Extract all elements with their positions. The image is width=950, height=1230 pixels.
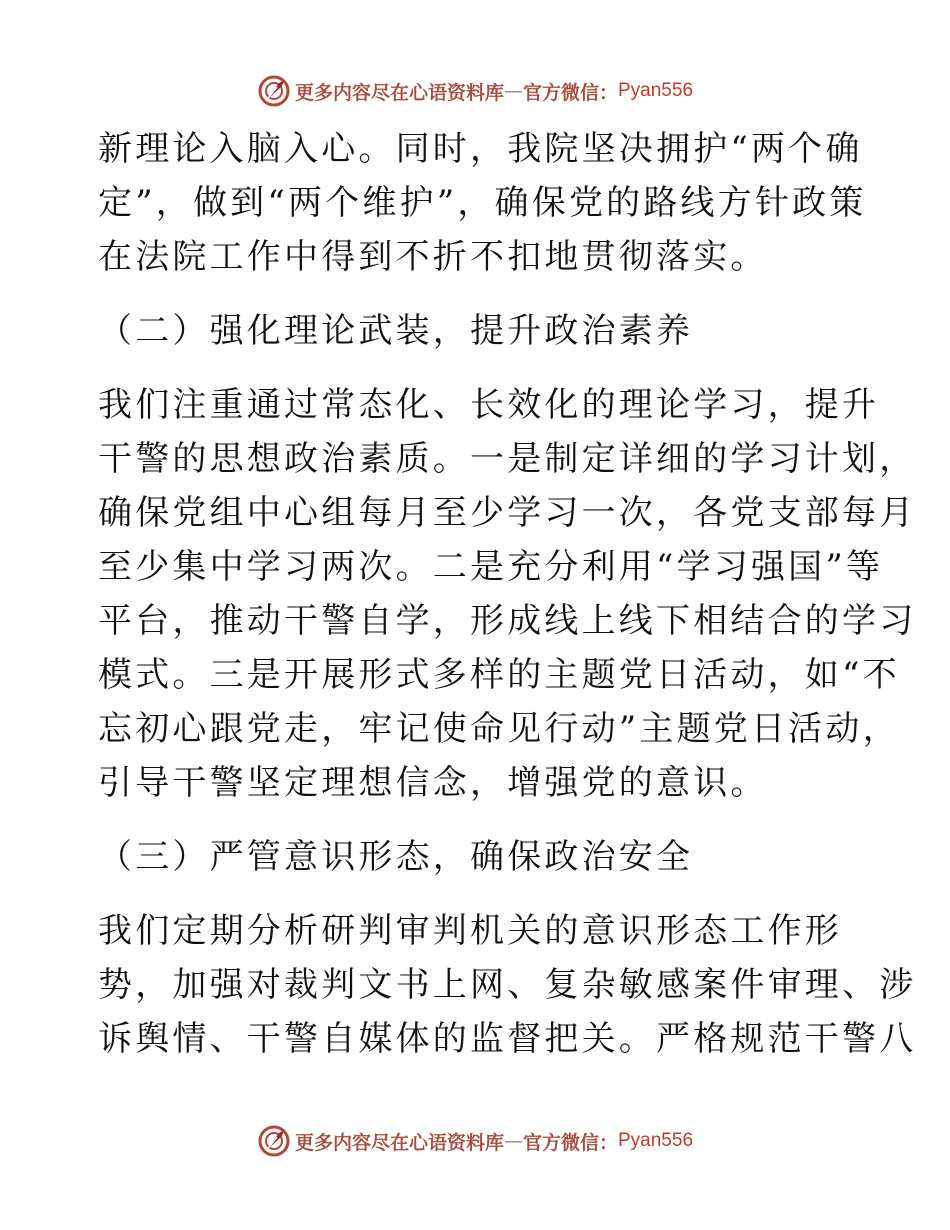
header-watermark: [0, 71, 950, 111]
text-line: 我们定期分析研判审判机关的意识形态工作形: [98, 911, 842, 951]
text-line: 诉舆情、干警自媒体的监督把关。严格规范干警八: [98, 1019, 917, 1059]
paragraph-ideology: [98, 904, 917, 1066]
watermark-wechat-label: 官方微信：: [522, 1131, 618, 1154]
text-line: 势，加强对裁判文书上网、复杂敏感案件审理、涉: [98, 965, 917, 1005]
watermark-wechat-id: Pyan556: [618, 1130, 694, 1151]
watermark-text: 更多内容尽在心语资料库: [294, 81, 504, 104]
heading-line: （三）严管意识形态，确保政治安全: [98, 837, 694, 877]
paragraph-continuation: [98, 122, 867, 284]
text-line: 定”，做到“两个维护”，确保党的路线方针政策: [98, 183, 867, 223]
text-line: 确保党组中心组每月至少学习一次，各党支部每月: [98, 493, 917, 533]
text-line: 新理论入脑入心。同时，我院坚决拥护“两个确: [98, 129, 863, 169]
watermark-text: 更多内容尽在心语资料库: [294, 1131, 504, 1154]
text-line: 平台，推动干警自学，形成线上线下相结合的学习: [98, 601, 917, 641]
document-body: [98, 122, 917, 1066]
text-line: 忘初心跟党走，牢记使命见行动”主题党日活动，: [98, 709, 900, 749]
footer-watermark: [0, 1121, 950, 1161]
section-heading-2: [98, 304, 858, 358]
text-line: 干警的思想政治素质。一是制定详细的学习计划，: [98, 439, 917, 479]
section-heading-3: [98, 830, 858, 884]
heading-line: （二）强化理论武装，提升政治素养: [98, 311, 694, 351]
watermark-separator: —: [503, 80, 523, 102]
text-line: 至少集中学习两次。二是充分利用“学习强国”等: [98, 547, 884, 587]
quill-logo-icon: [257, 74, 291, 108]
watermark-wechat-id: Pyan556: [618, 80, 694, 101]
quill-logo-icon: [257, 1124, 291, 1158]
watermark-wechat-label: 官方微信：: [522, 81, 618, 104]
watermark-separator: —: [503, 1130, 523, 1152]
text-line: 在法院工作中得到不折不扣地贯彻落实。: [98, 237, 768, 277]
text-line: 我们注重通过常态化、长效化的理论学习，提升: [98, 385, 880, 425]
text-line: 引导干警坚定理想信念，增强党的意识。: [98, 763, 768, 803]
text-line: 模式。三是开展形式多样的主题党日活动，如“不: [98, 655, 900, 695]
paragraph-theory-study: [98, 378, 917, 810]
